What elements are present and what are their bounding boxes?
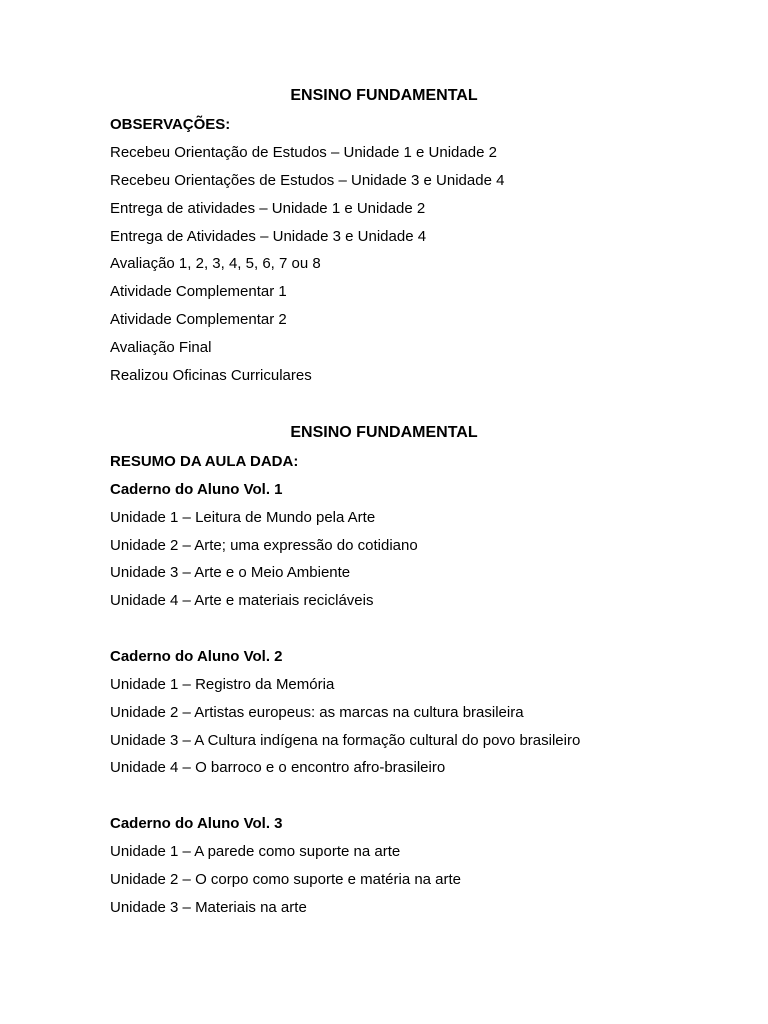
unit-item: Unidade 1 – Registro da Memória (110, 676, 335, 693)
observation-item: Recebeu Orientações de Estudos – Unidade 3 e Unidade 4 (110, 172, 505, 189)
resumo-label: RESUMO DA AULA DADA: (110, 453, 299, 470)
observacoes-label: OBSERVAÇÕES: (110, 116, 231, 133)
observation-item: Atividade Complementar 2 (110, 311, 287, 328)
unit-item: Unidade 3 – A Cultura indígena na formação cultural do povo brasileiro (110, 732, 581, 749)
unit-item: Unidade 4 – Arte e materiais recicláveis (110, 592, 374, 609)
unit-item: Unidade 2 – Arte; uma expressão do cotidiano (110, 537, 418, 554)
unit-item: Unidade 3 – Materiais na arte (110, 899, 307, 916)
unit-item: Unidade 1 – A parede como suporte na arte (110, 843, 401, 860)
observation-item: Entrega de Atividades – Unidade 3 e Unidade 4 (110, 228, 427, 245)
observation-item: Avaliação 1, 2, 3, 4, 5, 6, 7 ou 8 (110, 255, 321, 272)
unit-item: Unidade 3 – Arte e o Meio Ambiente (110, 564, 351, 581)
unit-item: Unidade 2 – Artistas europeus: as marcas na cultura brasileira (110, 704, 524, 721)
unit-item: Unidade 2 – O corpo como suporte e matéria na arte (110, 871, 462, 888)
unit-item: Unidade 1 – Leitura de Mundo pela Arte (110, 509, 376, 526)
observation-item: Realizou Oficinas Curriculares (110, 367, 312, 384)
observation-item: Entrega de atividades – Unidade 1 e Unidade 2 (110, 200, 426, 217)
observation-item: Avaliação Final (110, 339, 212, 356)
volume-title: Caderno do Aluno Vol. 3 (110, 815, 283, 832)
unit-item: Unidade 4 – O barroco e o encontro afro-brasileiro (110, 759, 446, 776)
observation-item: Atividade Complementar 1 (110, 283, 287, 300)
volume-title: Caderno do Aluno Vol. 2 (110, 648, 283, 665)
section2-heading: ENSINO FUNDAMENTAL (290, 424, 478, 441)
section1-heading: ENSINO FUNDAMENTAL (290, 87, 478, 104)
volume-title: Caderno do Aluno Vol. 1 (110, 481, 283, 498)
observation-item: Recebeu Orientação de Estudos – Unidade 1 e Unidade 2 (110, 144, 497, 161)
